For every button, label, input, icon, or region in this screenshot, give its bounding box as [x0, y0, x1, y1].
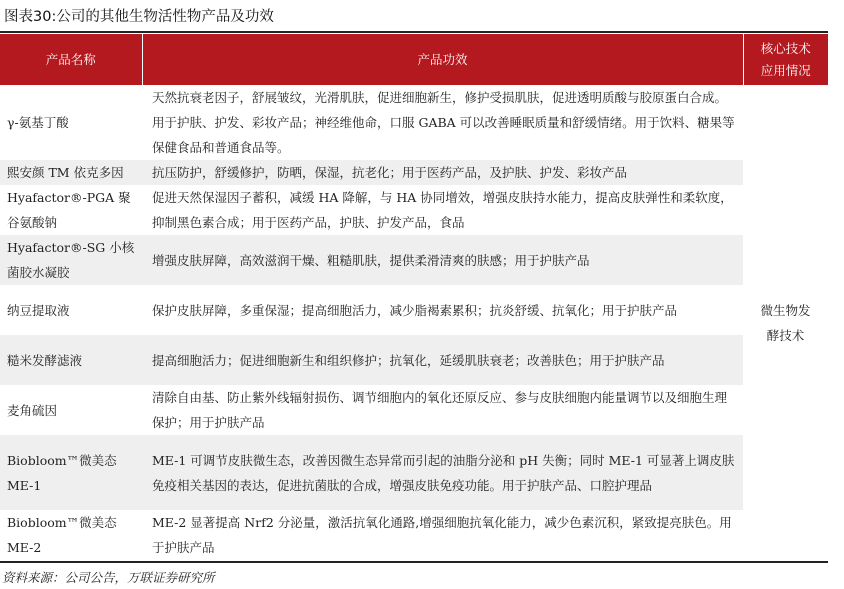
product-function: 提高细胞活力；促进细胞新生和组织修护；抗氧化，延缓肌肤衰老；改善肤色；用于护肤产品 [142, 335, 743, 385]
product-name: 纳豆提取液 [7, 302, 70, 318]
table-row [0, 85, 828, 160]
product-function: 清除自由基、防止紫外线辐射损伤、调节细胞内的氧化还原反应、参与皮肤细胞内能量调节以及细胞生理保护；用于护肤产品 [152, 390, 728, 430]
product-name: γ-氨基丁酸 [7, 115, 69, 130]
title-bar [0, 0, 828, 33]
product-name: Biobloom™微美态 ME-1 [0, 435, 142, 510]
table-row [0, 335, 828, 385]
product-name: 熙安颜 TM 依克多因 [0, 160, 142, 185]
table-header-row [0, 34, 828, 85]
core-tech-value [743, 85, 828, 560]
table-row [0, 435, 828, 510]
product-function: ME-1 可调节皮肤微生态，改善因微生态异常而引起的油脂分泌和 pH 失衡；同时 ME-1 可显著上调皮肤免疫相关基因的表达，促进抗菌肽的合成，增强皮肤免疫功能。用于护肤产品、口腔护理品 [142, 435, 743, 510]
product-name: 糙米发酵滤液 [0, 335, 142, 385]
products-table [0, 34, 828, 560]
table-row [0, 385, 828, 435]
product-name: Hyafactor®-PGA 聚谷氨酸钠 [7, 190, 131, 230]
product-function: 天然抗衰老因子，舒展皱纹，光滑肌肤，促进细胞新生，修护受损肌肤，促进透明质酸与胶原蛋白合成。用于护肤、护发、彩妆产品；神经维他命，口服 GABA 可以改善睡眠质量和舒缓情绪。用于饮料、糖果等保健食品和普通食品等。 [152, 90, 735, 155]
table-row [0, 160, 828, 185]
product-name: Hyafactor®-SG 小核菌胶水凝胶 [0, 235, 142, 285]
figure-title: 图表30:公司的其他生物活性物产品及功效 [4, 9, 274, 25]
core-tech-line1: 微生物发 [760, 302, 811, 318]
table-row [0, 510, 828, 560]
footer-rule [0, 561, 828, 563]
header-core-tech-line1: 核心技术 [760, 40, 811, 56]
product-function: 促进天然保湿因子蓄积，减缓 HA 降解，与 HA 协同增效，增强皮肤持水能力，提高皮肤弹性和柔软度，抑制黑色素合成；用于医药产品，护肤、护发产品，食品 [152, 190, 733, 230]
header-product-function: 产品功效 [142, 34, 743, 85]
table-row [0, 235, 828, 285]
product-function: 保护皮肤屏障，多重保湿；提高细胞活力，减少脂褐素累积；抗炎舒缓、抗氧化；用于护肤产品 [152, 302, 678, 318]
product-name: 麦角硫因 [7, 402, 58, 418]
product-function: ME-2 显著提高 Nrf2 分泌量，激活抗氧化通路,增强细胞抗氧化能力，减少色素沉积，紧致提亮肤色。用于护肤产品 [152, 515, 732, 555]
table-row [0, 185, 828, 235]
product-name: Biobloom™微美态 ME-2 [7, 515, 117, 555]
header-core-tech-line2: 应用情况 [760, 62, 811, 78]
header-core-tech [743, 34, 828, 85]
product-function: 抗压防护，舒缓修护，防晒，保湿，抗老化；用于医药产品，及护肤、护发、彩妆产品 [142, 160, 743, 185]
core-tech-line2: 酵技术 [766, 327, 805, 343]
table-row [0, 285, 828, 335]
header-product-name: 产品名称 [0, 34, 142, 85]
source-note: 资料来源：公司公告，万联证券研究所 [2, 570, 215, 585]
product-function: 增强皮肤屏障，高效滋润干燥、粗糙肌肤，提供柔滑清爽的肤感；用于护肤产品 [142, 235, 743, 285]
